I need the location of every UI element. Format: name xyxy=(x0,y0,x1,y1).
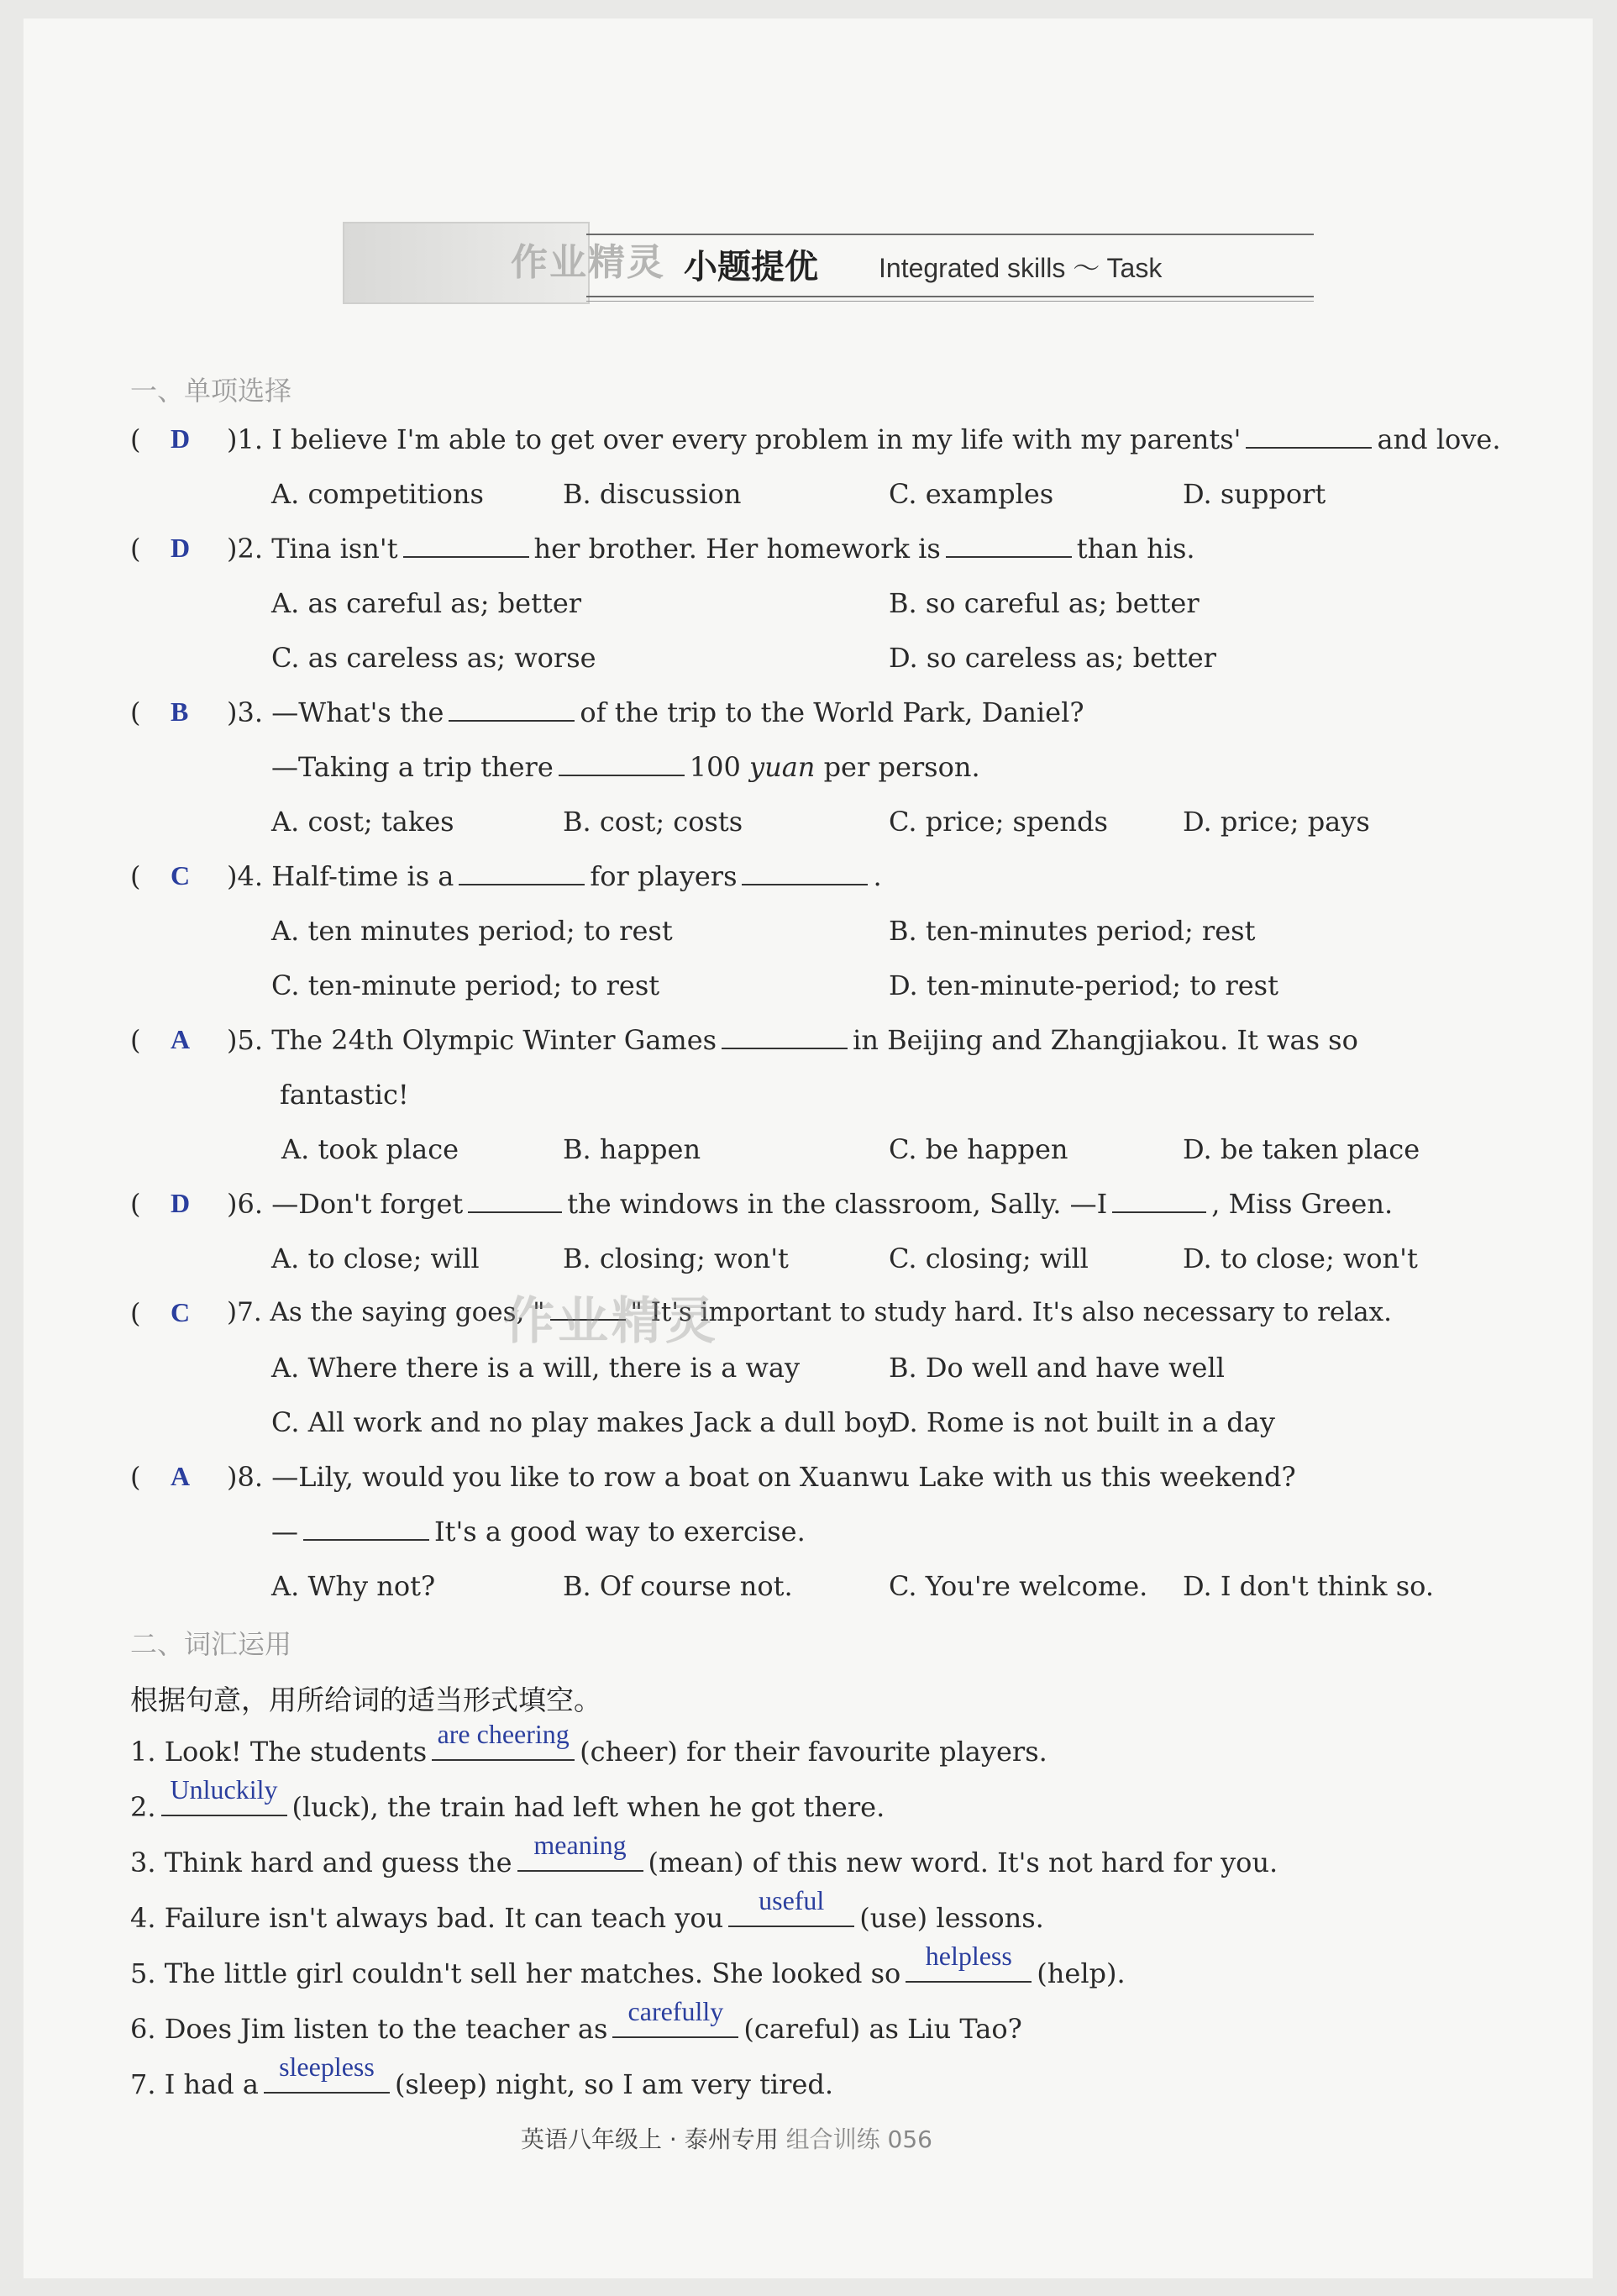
option: A. as careful as; better xyxy=(271,587,582,619)
header-banner xyxy=(343,217,1314,309)
section-heading: 一、单项选择 xyxy=(130,375,292,407)
filled-answer: carefully xyxy=(627,1996,724,2026)
options-row xyxy=(130,478,1617,520)
page-number: 组合训练 056 xyxy=(785,2125,932,2153)
vocab-item: 7. I had a sleepless (sleep) night, so I am very tired. xyxy=(130,2052,834,2100)
option: A. Where there is a will, there is a way xyxy=(271,1352,801,1384)
option: B. ten-minutes period; rest xyxy=(889,915,1256,947)
page-footer xyxy=(521,2121,932,2155)
options-row xyxy=(130,587,1617,629)
option: A. ten minutes period; to rest xyxy=(271,915,673,947)
option: C. All work and no play makes Jack a dull boy xyxy=(271,1406,893,1438)
option: A. took place xyxy=(281,1133,459,1165)
options-row xyxy=(130,1133,1617,1175)
option: C. as careless as; worse xyxy=(271,642,596,674)
option: A. Why not? xyxy=(271,1570,436,1602)
option: B. discussion xyxy=(563,478,742,510)
options-row xyxy=(130,915,1617,957)
option: D. I don't think so. xyxy=(1183,1570,1435,1602)
question-8-line2: — It's a good way to exercise. xyxy=(271,1516,806,1547)
answer-letter: C xyxy=(171,1297,191,1327)
question-2: ( D )2. Tina isn't her brother. Her homework is than his. xyxy=(130,533,1195,565)
option: C. be happen xyxy=(889,1133,1068,1165)
option: B. happen xyxy=(563,1133,701,1165)
option: A. cost; takes xyxy=(271,806,454,838)
section-heading: 二、词汇运用 xyxy=(130,1628,292,1660)
question-3-line2: —Taking a trip there 100 yuan per person. xyxy=(271,751,980,783)
answer-letter: C xyxy=(171,860,191,891)
option: D. to close; won't xyxy=(1183,1243,1418,1274)
page-title: 小题提优 xyxy=(684,248,818,286)
instruction-text: 根据句意，用所给词的适当形式填空。 xyxy=(130,1684,601,1716)
option: D. Rome is not built in a day xyxy=(889,1406,1275,1438)
vocab-item: 4. Failure isn't always bad. It can teach you useful (use) lessons. xyxy=(130,1885,1044,1934)
options-row xyxy=(130,642,1617,684)
banner-rule xyxy=(586,234,1314,235)
question-4: ( C )4. Half-time is a for players . xyxy=(130,860,882,892)
option: B. closing; won't xyxy=(563,1243,789,1274)
options-row xyxy=(130,1352,1617,1394)
option: B. so careful as; better xyxy=(889,587,1200,619)
answer-letter: D xyxy=(171,533,191,563)
question-8: ( A )8. —Lily, would you like to row a boat on Xuanwu Lake with us this weekend? xyxy=(130,1461,1296,1493)
answer-letter: A xyxy=(171,1461,191,1491)
options-row xyxy=(130,969,1617,1011)
option: B. Of course not. xyxy=(563,1570,793,1602)
option: C. price; spends xyxy=(889,806,1108,838)
vocab-item: 2. Unluckily (luck), the train had left when he got there. xyxy=(130,1774,885,1823)
vocab-item: 5. The little girl couldn't sell her matches. She looked so helpless (help). xyxy=(130,1941,1126,1989)
question-6: ( D )6. —Don't forget the windows in the classroom, Sally. —I , Miss Green. xyxy=(130,1188,1394,1220)
option: B. cost; costs xyxy=(563,806,743,838)
option: B. Do well and have well xyxy=(889,1352,1225,1384)
option: D. price; pays xyxy=(1183,806,1370,838)
filled-answer: meaning xyxy=(533,1830,627,1860)
question-7: ( C )7. As the saying goes, " " It's important to study hard. It's also necessary to relax. xyxy=(130,1297,1392,1329)
answer-letter: A xyxy=(171,1024,191,1054)
banner-rule xyxy=(586,301,1314,302)
option: D. be taken place xyxy=(1183,1133,1420,1165)
option: D. ten-minute-period; to rest xyxy=(889,969,1278,1001)
option: C. You're welcome. xyxy=(889,1570,1148,1602)
filled-answer: useful xyxy=(759,1885,825,1915)
filled-answer: are cheering xyxy=(437,1719,570,1749)
answer-paren: ( xyxy=(130,423,141,455)
question-3: ( B )3. —What's the of the trip to the World Park, Daniel? xyxy=(130,696,1084,728)
vocab-item: 1. Look! The students are cheering (cheer) for their favourite players. xyxy=(130,1719,1047,1768)
filled-answer: helpless xyxy=(925,1941,1012,1971)
option: D. support xyxy=(1183,478,1326,510)
banner-rule xyxy=(586,296,1314,297)
filled-answer: Unluckily xyxy=(170,1774,278,1805)
answer-letter: B xyxy=(171,696,189,727)
options-row xyxy=(130,806,1617,848)
option: A. competitions xyxy=(271,478,484,510)
option: C. ten-minute period; to rest xyxy=(271,969,660,1001)
question-5-line2: fantastic! xyxy=(280,1079,409,1111)
vocab-item: 6. Does Jim listen to the teacher as carefully (careful) as Liu Tao? xyxy=(130,1996,1022,2045)
watermark: 作业精灵 xyxy=(504,1292,719,1351)
footer-text: 英语八年级上 · 泰州专用 xyxy=(521,2125,779,2153)
page-subtitle: Integrated skills ～ Task xyxy=(879,253,1163,283)
question-1: ( D )1. I believe I'm able to get over every problem in my life with my parents' and love. xyxy=(130,423,1501,455)
question-5: ( A )5. The 24th Olympic Winter Games in Beijing and Zhangjiakou. It was so xyxy=(130,1024,1358,1056)
options-row xyxy=(130,1570,1617,1612)
options-row xyxy=(130,1406,1617,1448)
filled-answer: sleepless xyxy=(279,2052,375,2082)
option: A. to close; will xyxy=(271,1243,480,1274)
vocab-item: 3. Think hard and guess the meaning (mean) of this new word. It's not hard for you. xyxy=(130,1830,1278,1878)
option: C. closing; will xyxy=(889,1243,1089,1274)
option: C. examples xyxy=(889,478,1054,510)
answer-letter: D xyxy=(171,1188,191,1218)
watermark: 作业精灵 xyxy=(511,241,665,284)
answer-letter: D xyxy=(171,423,191,454)
options-row xyxy=(130,1243,1617,1285)
option: D. so careless as; better xyxy=(889,642,1216,674)
